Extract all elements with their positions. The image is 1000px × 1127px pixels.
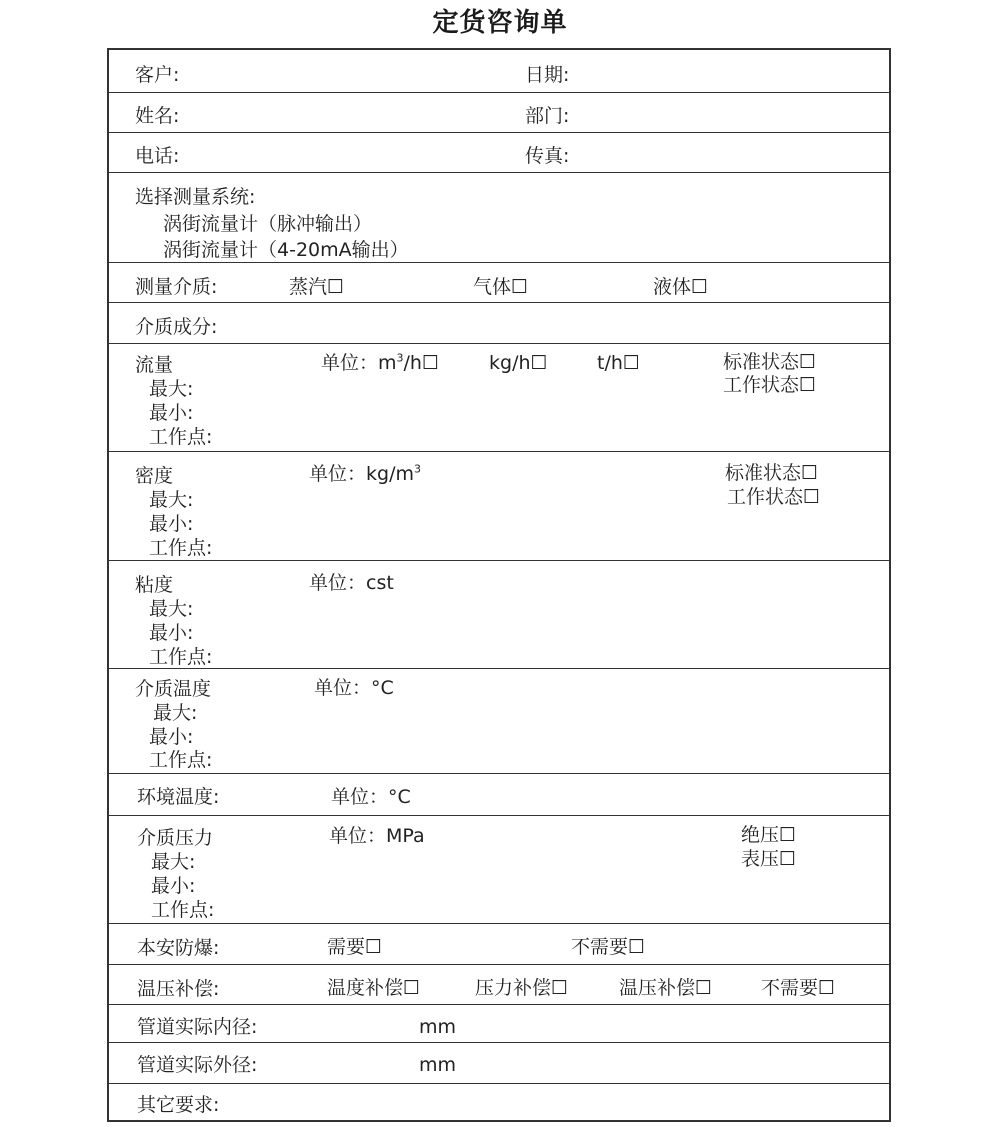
flow-unit-m3h-checkbox[interactable]: 单位：$m^3/h☐$ bbox=[321, 351, 439, 374]
row-flow bbox=[109, 343, 889, 451]
system-option-analog: 涡街流量计（4-20mA输出） bbox=[163, 239, 409, 261]
flow-label: 流量 bbox=[135, 354, 174, 376]
viscosity-unit: 单位：cst bbox=[309, 572, 394, 594]
explosion-not-required-checkbox[interactable]: 不需要☐ bbox=[571, 936, 646, 958]
row-medium bbox=[109, 262, 889, 302]
medium-steam-checkbox[interactable]: 蒸汽☐ bbox=[289, 276, 345, 298]
composition-label: 介质成分: bbox=[135, 316, 218, 338]
explosion-label: 本安防爆: bbox=[137, 937, 220, 959]
compensation-temp-checkbox[interactable]: 温度补偿☐ bbox=[327, 977, 421, 999]
viscosity-max-label: 最大: bbox=[149, 598, 194, 620]
fax-label: 传真: bbox=[525, 145, 570, 167]
flow-work-label: 工作点: bbox=[149, 426, 213, 448]
density-max-label: 最大: bbox=[149, 489, 194, 511]
outer-diameter-label: 管道实际外径: bbox=[137, 1054, 258, 1076]
name-label: 姓名: bbox=[135, 105, 180, 127]
row-explosion-proof bbox=[109, 923, 889, 964]
row-viscosity bbox=[109, 560, 889, 668]
outer-diameter-unit: mm bbox=[419, 1054, 457, 1076]
density-unit: 单位：$kg/m^3$ bbox=[309, 462, 421, 485]
row-composition bbox=[109, 302, 889, 343]
medium-temp-label: 介质温度 bbox=[135, 678, 212, 700]
customer-label: 客户: bbox=[135, 64, 180, 86]
row-phone bbox=[109, 132, 889, 172]
other-requirements-label: 其它要求: bbox=[137, 1094, 220, 1116]
viscosity-min-label: 最小: bbox=[149, 622, 194, 644]
phone-label: 电话: bbox=[135, 145, 180, 167]
medium-temp-max-label: 最大: bbox=[153, 702, 198, 724]
row-name bbox=[109, 92, 889, 132]
system-label: 选择测量系统: bbox=[135, 186, 256, 208]
pressure-unit: 单位：MPa bbox=[329, 825, 425, 847]
flow-min-label: 最小: bbox=[149, 402, 194, 424]
row-compensation bbox=[109, 964, 889, 1004]
medium-gas-checkbox[interactable]: 气体☐ bbox=[473, 276, 529, 298]
compensation-label: 温压补偿: bbox=[137, 978, 220, 1000]
ambient-temp-unit: 单位：°C bbox=[331, 786, 411, 808]
viscosity-work-label: 工作点: bbox=[149, 646, 213, 668]
row-density bbox=[109, 451, 889, 560]
medium-temp-min-label: 最小: bbox=[149, 726, 194, 748]
department-label: 部门: bbox=[525, 105, 570, 127]
pressure-absolute-checkbox[interactable]: 绝压☐ bbox=[741, 824, 797, 846]
row-other-requirements bbox=[109, 1083, 889, 1122]
flow-standard-state-checkbox[interactable]: 标准状态☐ bbox=[723, 351, 817, 373]
system-option-pulse: 涡街流量计（脉冲输出） bbox=[163, 213, 373, 235]
ambient-temp-label: 环境温度: bbox=[137, 786, 220, 808]
row-ambient-temperature bbox=[109, 773, 889, 815]
density-min-label: 最小: bbox=[149, 513, 194, 535]
form-title: 定货咨询单 bbox=[432, 8, 568, 38]
inner-diameter-unit: mm bbox=[419, 1016, 457, 1038]
row-pressure bbox=[109, 815, 889, 923]
inner-diameter-label: 管道实际内径: bbox=[137, 1016, 258, 1038]
flow-working-state-checkbox[interactable]: 工作状态☐ bbox=[723, 374, 817, 396]
pressure-work-label: 工作点: bbox=[151, 899, 215, 921]
medium-temp-work-label: 工作点: bbox=[149, 749, 213, 771]
density-working-state-checkbox[interactable]: 工作状态☐ bbox=[727, 486, 821, 508]
row-outer-diameter bbox=[109, 1042, 889, 1083]
flow-max-label: 最大: bbox=[149, 378, 194, 400]
compensation-none-checkbox[interactable]: 不需要☐ bbox=[761, 977, 836, 999]
pressure-label: 介质压力 bbox=[137, 827, 214, 849]
flow-unit-kgh-checkbox[interactable]: kg/h☐ bbox=[489, 352, 548, 374]
pressure-min-label: 最小: bbox=[151, 875, 196, 897]
row-customer bbox=[109, 50, 889, 92]
order-inquiry-form bbox=[107, 48, 891, 1122]
row-inner-diameter bbox=[109, 1004, 889, 1042]
viscosity-label: 粘度 bbox=[135, 574, 174, 596]
medium-label: 测量介质: bbox=[135, 276, 218, 298]
row-measurement-system bbox=[109, 172, 889, 262]
density-standard-state-checkbox[interactable]: 标准状态☐ bbox=[725, 462, 819, 484]
row-medium-temperature bbox=[109, 668, 889, 773]
compensation-both-checkbox[interactable]: 温压补偿☐ bbox=[619, 977, 713, 999]
pressure-max-label: 最大: bbox=[151, 851, 196, 873]
pressure-gauge-checkbox[interactable]: 表压☐ bbox=[741, 848, 797, 870]
medium-liquid-checkbox[interactable]: 液体☐ bbox=[653, 276, 709, 298]
medium-temp-unit: 单位：°C bbox=[314, 677, 394, 699]
explosion-required-checkbox[interactable]: 需要☐ bbox=[327, 936, 383, 958]
flow-unit-th-checkbox[interactable]: t/h☐ bbox=[597, 352, 640, 374]
density-work-label: 工作点: bbox=[149, 537, 213, 559]
compensation-pressure-checkbox[interactable]: 压力补偿☐ bbox=[475, 977, 569, 999]
density-label: 密度 bbox=[135, 465, 174, 487]
date-label: 日期: bbox=[525, 64, 570, 86]
